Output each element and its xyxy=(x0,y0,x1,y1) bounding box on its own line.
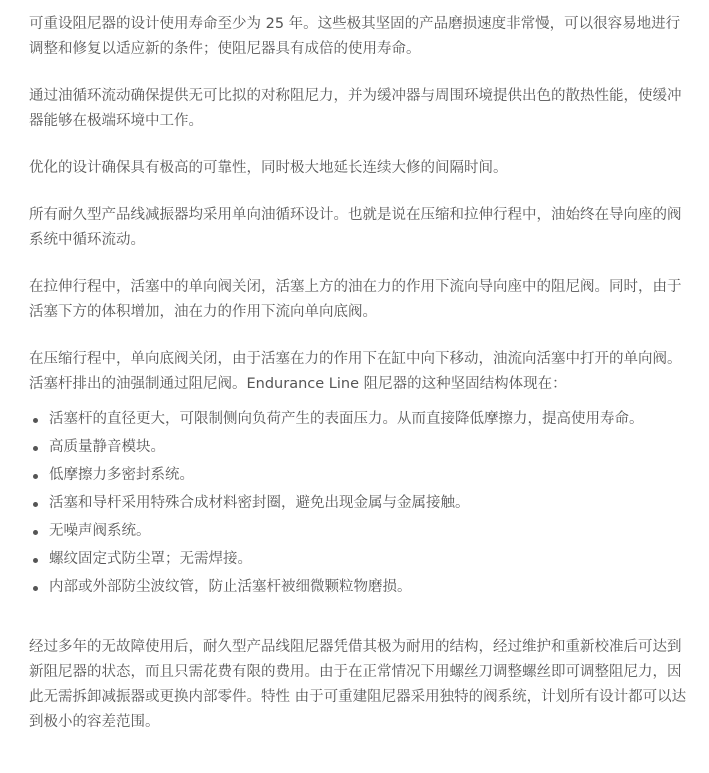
list-item xyxy=(49,407,687,432)
bullet-icon xyxy=(33,418,38,423)
bullet-icon xyxy=(33,530,38,535)
list-item-text: 活塞杆的直径更大，可限制侧向负荷产生的表面压力。从而直接降低摩擦力，提高使用寿命。 xyxy=(49,411,644,427)
list-item xyxy=(49,463,687,488)
list-item xyxy=(49,491,687,516)
paragraph-rebuild: 经过多年的无故障使用后，耐久型产品线阻尼器凭借其极为耐用的结构，经过维护和重新校准后可达到新阻尼器的状态，而且只需花费有限的费用。由于在正常情况下用螺丝刀调整螺丝即可调整阻尼力，因此无需拆卸减振器或更换内部零件。特性 由于可重建阻尼器采用独特的阀系统，计划所有设计都可以达到极小的容差范围。 xyxy=(29,639,687,730)
list-item-text: 高质量静音模块。 xyxy=(49,439,165,455)
list-item xyxy=(49,575,687,600)
list-item-text: 螺纹固定式防尘罩；无需焊接。 xyxy=(49,551,252,567)
bullet-icon xyxy=(33,558,38,563)
bullet-icon xyxy=(33,502,38,507)
paragraph-compression-stroke: 在压缩行程中，单向底阀关闭，由于活塞在力的作用下在缸中向下移动，油流向活塞中打开的单向阀。活塞杆排出的油强制通过阻尼阀。Endurance Line 阻尼器的这种坚固结构体现在： xyxy=(29,351,682,392)
list-item-text: 内部或外部防尘波纹管，防止活塞杆被细微颗粒物磨损。 xyxy=(49,579,412,595)
bullet-icon xyxy=(33,446,38,451)
paragraph-service-life: 可重设阻尼器的设计使用寿命至少为 25 年。这些极其坚固的产品磨损速度非常慢，可以很容易地进行调整和修复以适应新的条件；使阻尼器具有成倍的使用寿命。 xyxy=(29,16,681,57)
bullet-icon xyxy=(33,586,38,591)
list-item-text: 活塞和导杆采用特殊合成材料密封圈，避免出现金属与金属接触。 xyxy=(49,495,470,511)
list-item xyxy=(49,435,687,460)
paragraph-rebound-stroke: 在拉伸行程中，活塞中的单向阀关闭，活塞上方的油在力的作用下流向导向座中的阻尼阀。同时，由于活塞下方的体积增加，油在力的作用下流向单向底阀。 xyxy=(29,279,682,320)
feature-list xyxy=(29,407,687,600)
bullet-icon xyxy=(33,474,38,479)
list-item xyxy=(49,519,687,544)
list-item xyxy=(49,547,687,572)
list-item-text: 低摩擦力多密封系统。 xyxy=(49,467,194,483)
paragraph-reliability: 优化的设计确保具有极高的可靠性，同时极大地延长连续大修的间隔时间。 xyxy=(29,160,508,176)
paragraph-oil-circulation: 通过油循环流动确保提供无可比拟的对称阻尼力，并为缓冲器与周围环境提供出色的散热性能，使缓冲器能够在极端环境中工作。 xyxy=(29,88,682,129)
list-item-text: 无噪声阀系统。 xyxy=(49,523,151,539)
paragraph-one-way-design: 所有耐久型产品线减振器均采用单向油循环设计。也就是说在压缩和拉伸行程中，油始终在导向座的阀系统中循环流动。 xyxy=(29,207,682,248)
